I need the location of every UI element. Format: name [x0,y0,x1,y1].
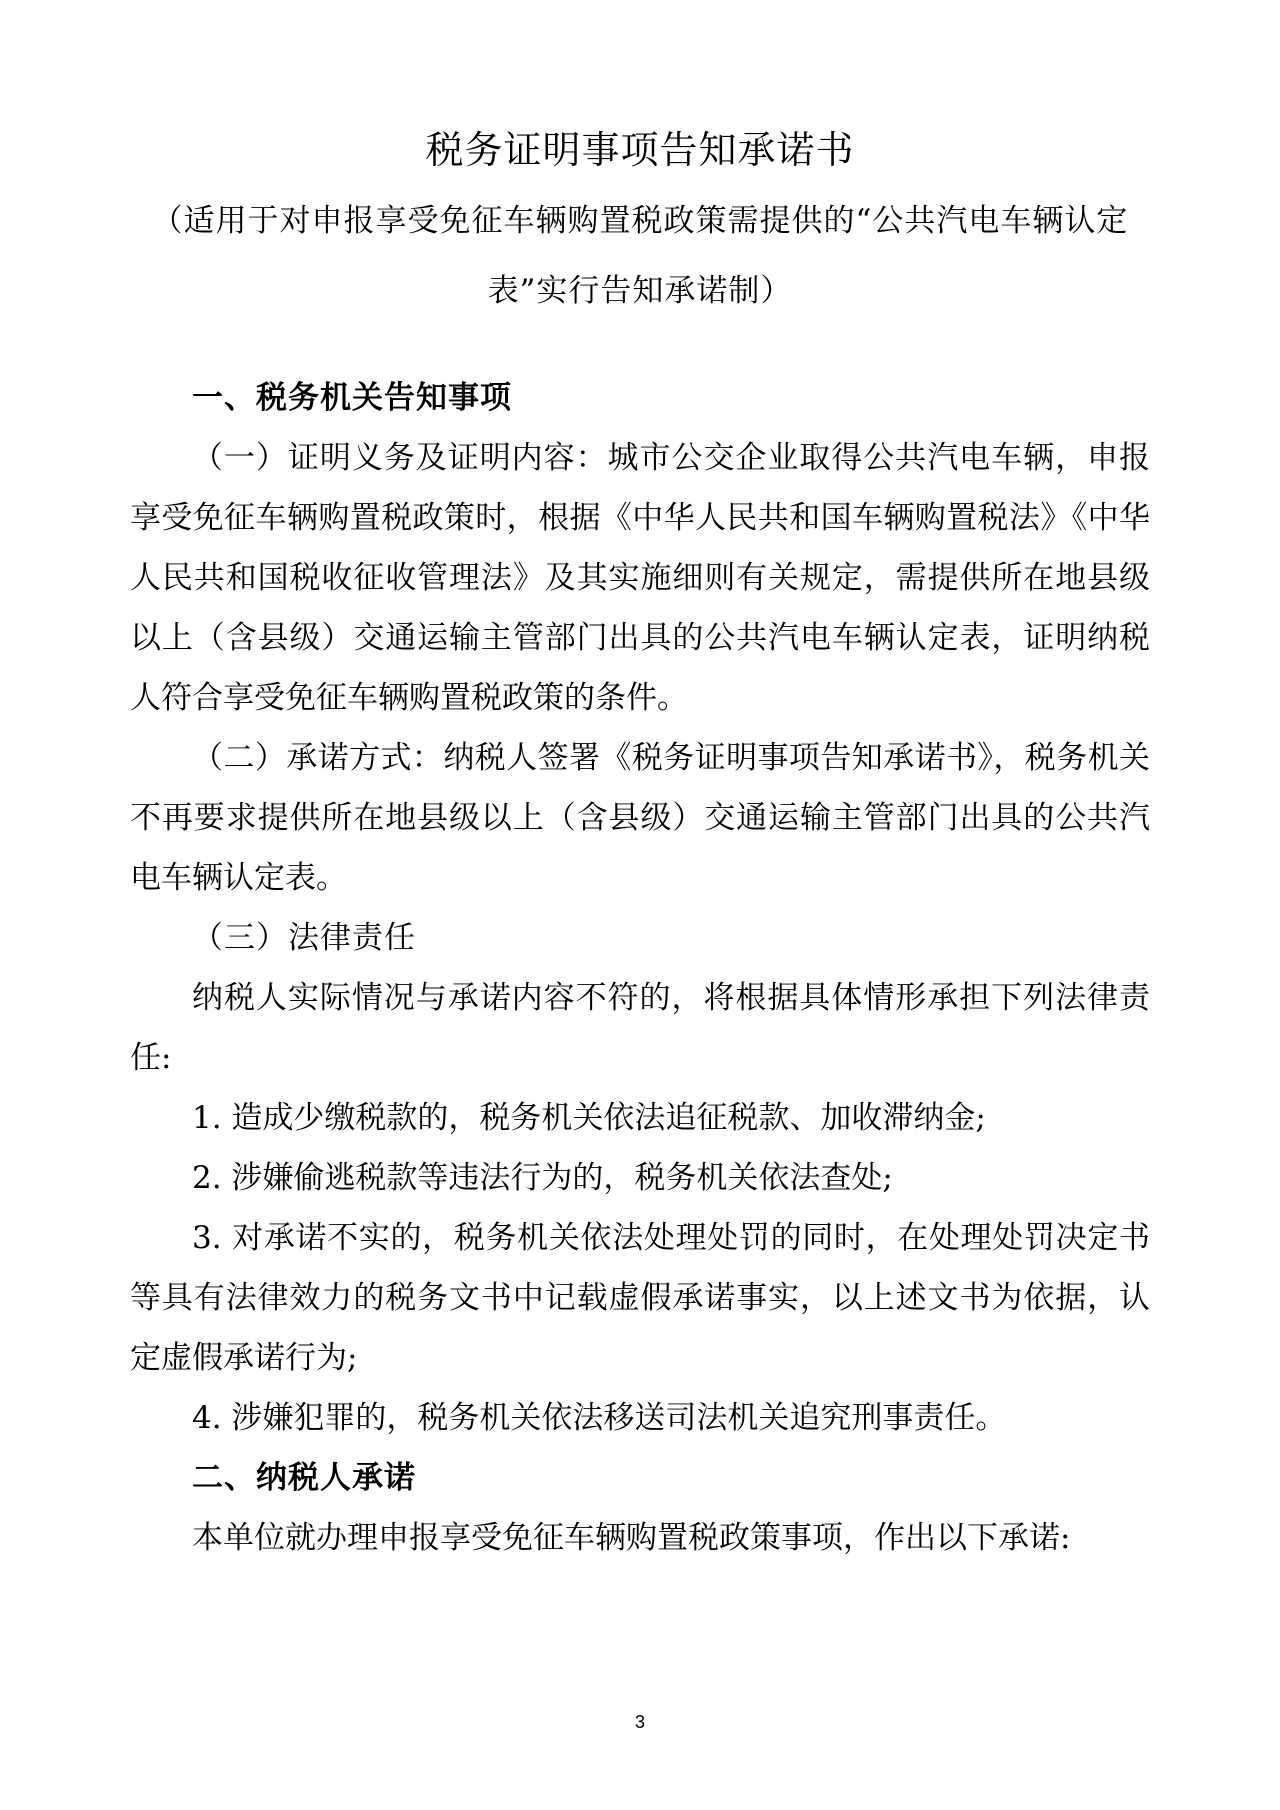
document-subtitle: （适用于对申报享受免征车辆购置税政策需提供的“公共汽电车辆认定表”实行告知承诺制） [151,203,1129,309]
page-number: 3 [634,1712,645,1732]
section-1-item-3-heading: （三）法律责任 [192,920,416,956]
liability-item-4: 4. 涉嫌犯罪的，税务机关依法移送司法机关追究刑事责任。 [192,1400,1007,1436]
section-1-item-2: （二）承诺方式：纳税人签署《税务证明事项告知承诺书》，税务机关不再要求提供所在地县级以上（含县级）交通运输主管部门出具的公共汽电车辆认定表。 [130,740,1150,896]
section-1-heading: 一、税务机关告知事项 [192,380,512,416]
document-body [130,368,1150,1568]
liability-item-2: 2. 涉嫌偷逃税款等违法行为的，税务机关依法查处; [192,1160,893,1196]
document-title: 税务证明事项告知承诺书 [425,128,855,172]
section-2-heading: 二、纳税人承诺 [192,1460,416,1496]
section-1-item-3-intro: 纳税人实际情况与承诺内容不符的，将根据具体情形承担下列法律责任: [130,980,1150,1076]
liability-item-1: 1. 造成少缴税款的，税务机关依法追征税款、加收滞纳金; [192,1100,986,1136]
section-1-item-1: （一）证明义务及证明内容：城市公交企业取得公共汽电车辆，申报享受免征车辆购置税政策时，根据《中华人民共和国车辆购置税法》《中华人民共和国税收征收管理法》及其实施细则有关规定，需提供所在地县级以上（含县级）交通运输主管部门出具的公共汽电车辆认定表，证明纳税人符合享受免征车辆购置税政策的条件。 [130,440,1150,716]
section-2-intro: 本单位就办理申报享受免征车辆购置税政策事项，作出以下承诺: [192,1520,1071,1556]
liability-item-3: 3. 对承诺不实的，税务机关依法处理处罚的同时，在处理处罚决定书等具有法律效力的税务文书中记载虚假承诺事实，以上述文书为依据，认定虚假承诺行为; [130,1220,1150,1376]
